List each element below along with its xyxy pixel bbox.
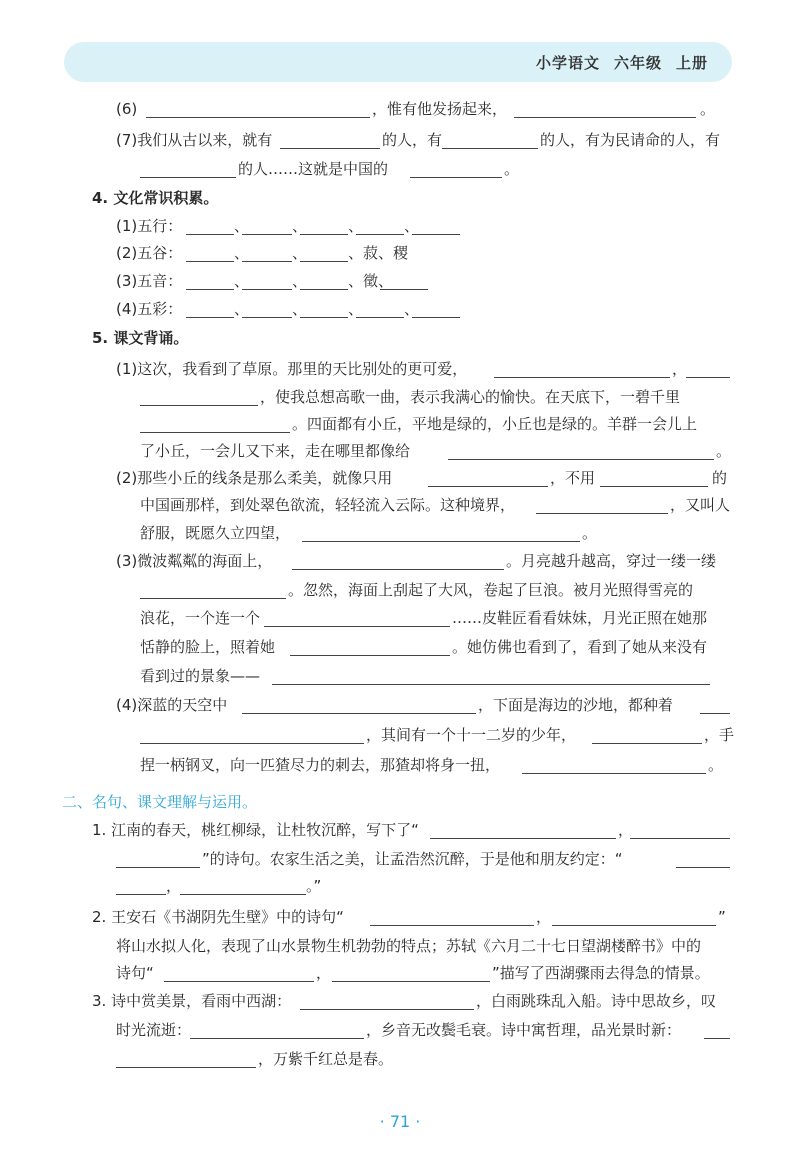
text-line bbox=[0, 752, 800, 778]
question-heading bbox=[0, 185, 800, 211]
text-seg: 。她仿佛也看到了，看到了她从来没有 bbox=[452, 638, 708, 656]
text-seg: (2)那些小丘的线条是那么柔美，就像只用 bbox=[116, 469, 393, 487]
blank[interactable] bbox=[442, 148, 538, 149]
text-seg: 、 bbox=[292, 300, 308, 318]
blank[interactable] bbox=[522, 773, 706, 774]
text-seg: 的人……这就是中国的 bbox=[238, 160, 389, 178]
header-subject: 小学语文 bbox=[535, 54, 600, 72]
blank[interactable] bbox=[116, 867, 200, 868]
text-seg: ，白雨跳珠乱入船。诗中思故乡，叹 bbox=[476, 992, 717, 1010]
text-seg: ”描写了西湖骤雨去得急的情景。 bbox=[492, 964, 710, 982]
text-seg: 、 bbox=[234, 300, 250, 318]
blank[interactable] bbox=[242, 317, 292, 318]
text-line bbox=[0, 438, 800, 464]
text-seg: 了小丘，一会儿又下来，走在哪里都像给 bbox=[140, 442, 411, 460]
text-line bbox=[0, 240, 800, 266]
blank[interactable] bbox=[300, 1009, 474, 1010]
text-seg: 的 bbox=[712, 469, 728, 487]
blank[interactable] bbox=[448, 459, 714, 460]
text-seg: 、 bbox=[234, 217, 250, 235]
text-seg: 、 bbox=[348, 300, 364, 318]
text-seg: 。 bbox=[708, 756, 724, 774]
text-seg: ”的诗句。农家生活之美，让孟浩然沉醉，于是他和朋友约定：“ bbox=[202, 850, 623, 868]
text-seg: (7)我们从古以来，就有 bbox=[116, 131, 273, 149]
text-seg: 。” bbox=[306, 877, 322, 895]
text-line bbox=[0, 692, 800, 718]
blank[interactable] bbox=[186, 317, 234, 318]
text-seg: ，惟有他发扬起来， bbox=[372, 100, 508, 118]
text-line bbox=[0, 634, 800, 660]
text-seg: 、 bbox=[404, 300, 420, 318]
blank[interactable] bbox=[242, 261, 292, 262]
text-line bbox=[0, 411, 800, 437]
text-seg: 浪花，一个连一个 bbox=[140, 609, 261, 627]
text-seg: 时光流逝： bbox=[116, 1021, 192, 1039]
blank[interactable] bbox=[430, 838, 616, 839]
text-seg: 、 bbox=[348, 217, 364, 235]
blank[interactable] bbox=[700, 713, 730, 714]
blank[interactable] bbox=[242, 234, 292, 235]
text-seg: ，手 bbox=[704, 726, 735, 744]
text-line bbox=[0, 96, 800, 122]
text-seg: (4)五彩： bbox=[116, 300, 183, 318]
text-seg: 、菽、稷 bbox=[348, 244, 409, 262]
text-line bbox=[0, 213, 800, 239]
blank[interactable] bbox=[300, 234, 348, 235]
text-seg: ， bbox=[536, 908, 552, 926]
text-line bbox=[0, 1046, 800, 1072]
text-seg: (3)微波粼粼的海面上， bbox=[116, 552, 273, 570]
text-seg: ，下面是海边的沙地，都种着 bbox=[478, 696, 674, 714]
blank[interactable] bbox=[370, 925, 534, 926]
blank[interactable] bbox=[186, 261, 234, 262]
text-seg: 的人，有为民请命的人，有 bbox=[540, 131, 721, 149]
text-seg: 3. 诗中赏美景，看雨中西湖： bbox=[92, 992, 292, 1010]
heading-text: 4. 文化常识积累。 bbox=[92, 189, 219, 207]
text-seg: (1)这次，我看到了草原。那里的天比别处的更可爱， bbox=[116, 360, 468, 378]
blank[interactable] bbox=[272, 684, 710, 685]
text-seg: 。四面都有小丘，平地是绿的，小丘也是绿的。羊群一会儿上 bbox=[292, 415, 698, 433]
blank[interactable] bbox=[300, 317, 348, 318]
text-seg: 、 bbox=[404, 217, 420, 235]
text-seg: 。 bbox=[716, 442, 732, 460]
text-line bbox=[0, 156, 800, 182]
blank[interactable] bbox=[630, 838, 730, 839]
text-line bbox=[0, 492, 800, 518]
section-heading: 二、名句、课文理解与运用。 bbox=[62, 793, 258, 811]
blank[interactable] bbox=[356, 234, 404, 235]
page-number: · 71 · bbox=[379, 1112, 421, 1131]
blank[interactable] bbox=[600, 486, 708, 487]
text-seg: 。月亮越升越高，穿过一缕一缕 bbox=[506, 552, 717, 570]
blank[interactable] bbox=[380, 289, 428, 290]
blank[interactable] bbox=[676, 867, 730, 868]
text-seg: 诗句“ bbox=[116, 964, 154, 982]
blank[interactable] bbox=[242, 289, 292, 290]
blank[interactable] bbox=[592, 743, 702, 744]
text-line bbox=[0, 846, 800, 872]
blank[interactable] bbox=[186, 234, 234, 235]
text-line bbox=[0, 988, 800, 1014]
text-seg: ，万紫千红总是春。 bbox=[258, 1050, 394, 1068]
text-line bbox=[0, 873, 800, 899]
text-seg: 看到过的景象—— bbox=[140, 667, 261, 685]
blank[interactable] bbox=[552, 925, 716, 926]
text-seg: (4)深蓝的天空中 bbox=[116, 696, 228, 714]
text-seg: (3)五音： bbox=[116, 272, 183, 290]
text-seg: ， bbox=[316, 964, 332, 982]
text-seg: ， bbox=[618, 821, 634, 839]
blank[interactable] bbox=[180, 894, 306, 895]
header-volume: 上册 bbox=[675, 54, 708, 72]
text-seg: (2)五谷： bbox=[116, 244, 183, 262]
blank[interactable] bbox=[164, 981, 314, 982]
text-seg: 、徵、 bbox=[348, 272, 394, 290]
blank[interactable] bbox=[140, 405, 258, 406]
text-line bbox=[0, 817, 800, 843]
text-line bbox=[0, 127, 800, 153]
text-seg: 、 bbox=[234, 244, 250, 262]
text-line bbox=[0, 933, 800, 959]
text-seg: ，乡音无改鬓毛衰。诗中寓哲理，品光景时新： bbox=[366, 1021, 682, 1039]
text-seg: ，使我总想高歌一曲，表示我满心的愉快。在天底下，一碧千里 bbox=[260, 388, 681, 406]
text-line bbox=[0, 904, 800, 930]
text-line bbox=[0, 465, 800, 491]
text-line bbox=[0, 356, 800, 382]
blank[interactable] bbox=[242, 713, 476, 714]
text-seg: 。 bbox=[504, 160, 520, 178]
blank[interactable] bbox=[140, 598, 286, 599]
text-line bbox=[0, 577, 800, 603]
text-seg: ，又叫人 bbox=[670, 496, 731, 514]
blank[interactable] bbox=[140, 177, 236, 178]
text-line bbox=[0, 722, 800, 748]
blank[interactable] bbox=[300, 261, 348, 262]
text-seg: 、 bbox=[292, 272, 308, 290]
blank[interactable] bbox=[116, 1067, 256, 1068]
text-seg: 、 bbox=[292, 217, 308, 235]
blank[interactable] bbox=[140, 743, 364, 744]
text-seg: (1)五行： bbox=[116, 217, 183, 235]
blank[interactable] bbox=[412, 234, 460, 235]
text-line bbox=[0, 520, 800, 546]
blank[interactable] bbox=[428, 486, 548, 487]
blank[interactable] bbox=[302, 541, 580, 542]
text-seg: 恬静的脸上，照着她 bbox=[140, 638, 276, 656]
blank[interactable] bbox=[686, 377, 730, 378]
blank[interactable] bbox=[412, 317, 460, 318]
text-seg: 、 bbox=[234, 272, 250, 290]
blank[interactable] bbox=[300, 289, 348, 290]
text-seg: 2. 王安石《书湖阴先生壁》中的诗句“ bbox=[92, 908, 344, 926]
header-grade: 六年级 bbox=[613, 54, 662, 72]
text-seg: 捏一柄钢叉，向一匹猹尽力的刺去，那猹却将身一扭， bbox=[140, 756, 501, 774]
blank[interactable] bbox=[410, 177, 502, 178]
text-seg: ，其间有一个十一二岁的少年， bbox=[366, 726, 577, 744]
blank[interactable] bbox=[332, 981, 490, 982]
blank[interactable] bbox=[704, 1038, 730, 1039]
blank[interactable] bbox=[186, 289, 234, 290]
item-label: (6) bbox=[116, 100, 138, 118]
blank[interactable] bbox=[292, 569, 504, 570]
text-seg: ，不用 bbox=[550, 469, 596, 487]
text-seg: ， bbox=[166, 877, 182, 895]
blank[interactable] bbox=[290, 655, 450, 656]
blank[interactable] bbox=[514, 117, 696, 118]
text-line bbox=[0, 296, 800, 322]
heading-text: 5. 课文背诵。 bbox=[92, 329, 189, 347]
text-seg: 。 bbox=[700, 100, 716, 118]
text-line bbox=[0, 1017, 800, 1043]
blank[interactable] bbox=[190, 1038, 364, 1039]
text-line bbox=[0, 663, 800, 689]
text-seg: 。忽然，海面上刮起了大风，卷起了巨浪。被月光照得雪亮的 bbox=[288, 581, 694, 599]
text-seg: ……皮鞋匠看看妹妹，月光正照在她那 bbox=[452, 609, 708, 627]
text-line bbox=[0, 605, 800, 631]
blank[interactable] bbox=[140, 432, 290, 433]
text-seg: 1. 江南的春天，桃红柳绿，让杜牧沉醉，写下了“ bbox=[92, 821, 419, 839]
blank[interactable] bbox=[280, 148, 380, 149]
text-seg: 。 bbox=[582, 524, 598, 542]
header-text bbox=[522, 52, 708, 73]
text-line bbox=[0, 384, 800, 410]
text-seg: ” bbox=[718, 908, 726, 926]
blank[interactable] bbox=[356, 317, 404, 318]
text-seg: 、 bbox=[292, 244, 308, 262]
text-seg: ， bbox=[672, 360, 688, 378]
text-seg: 舒服，既愿久立四望， bbox=[140, 524, 291, 542]
blank[interactable] bbox=[116, 894, 166, 895]
blank[interactable] bbox=[146, 117, 370, 118]
question-heading bbox=[0, 325, 800, 351]
text-seg: 将山水拟人化，表现了山水景物生机勃勃的特点；苏轼《六月二十七日望湖楼醉书》中的 bbox=[116, 937, 702, 955]
blank[interactable] bbox=[494, 377, 670, 378]
page-header bbox=[64, 42, 732, 82]
text-seg: 的人，有 bbox=[382, 131, 443, 149]
blank[interactable] bbox=[536, 513, 668, 514]
text-line bbox=[0, 268, 800, 294]
text-seg: 中国画那样，到处翠色欲流，轻轻流入云际。这种境界， bbox=[140, 496, 516, 514]
text-line bbox=[0, 960, 800, 986]
text-line bbox=[0, 548, 800, 574]
blank[interactable] bbox=[264, 626, 450, 627]
